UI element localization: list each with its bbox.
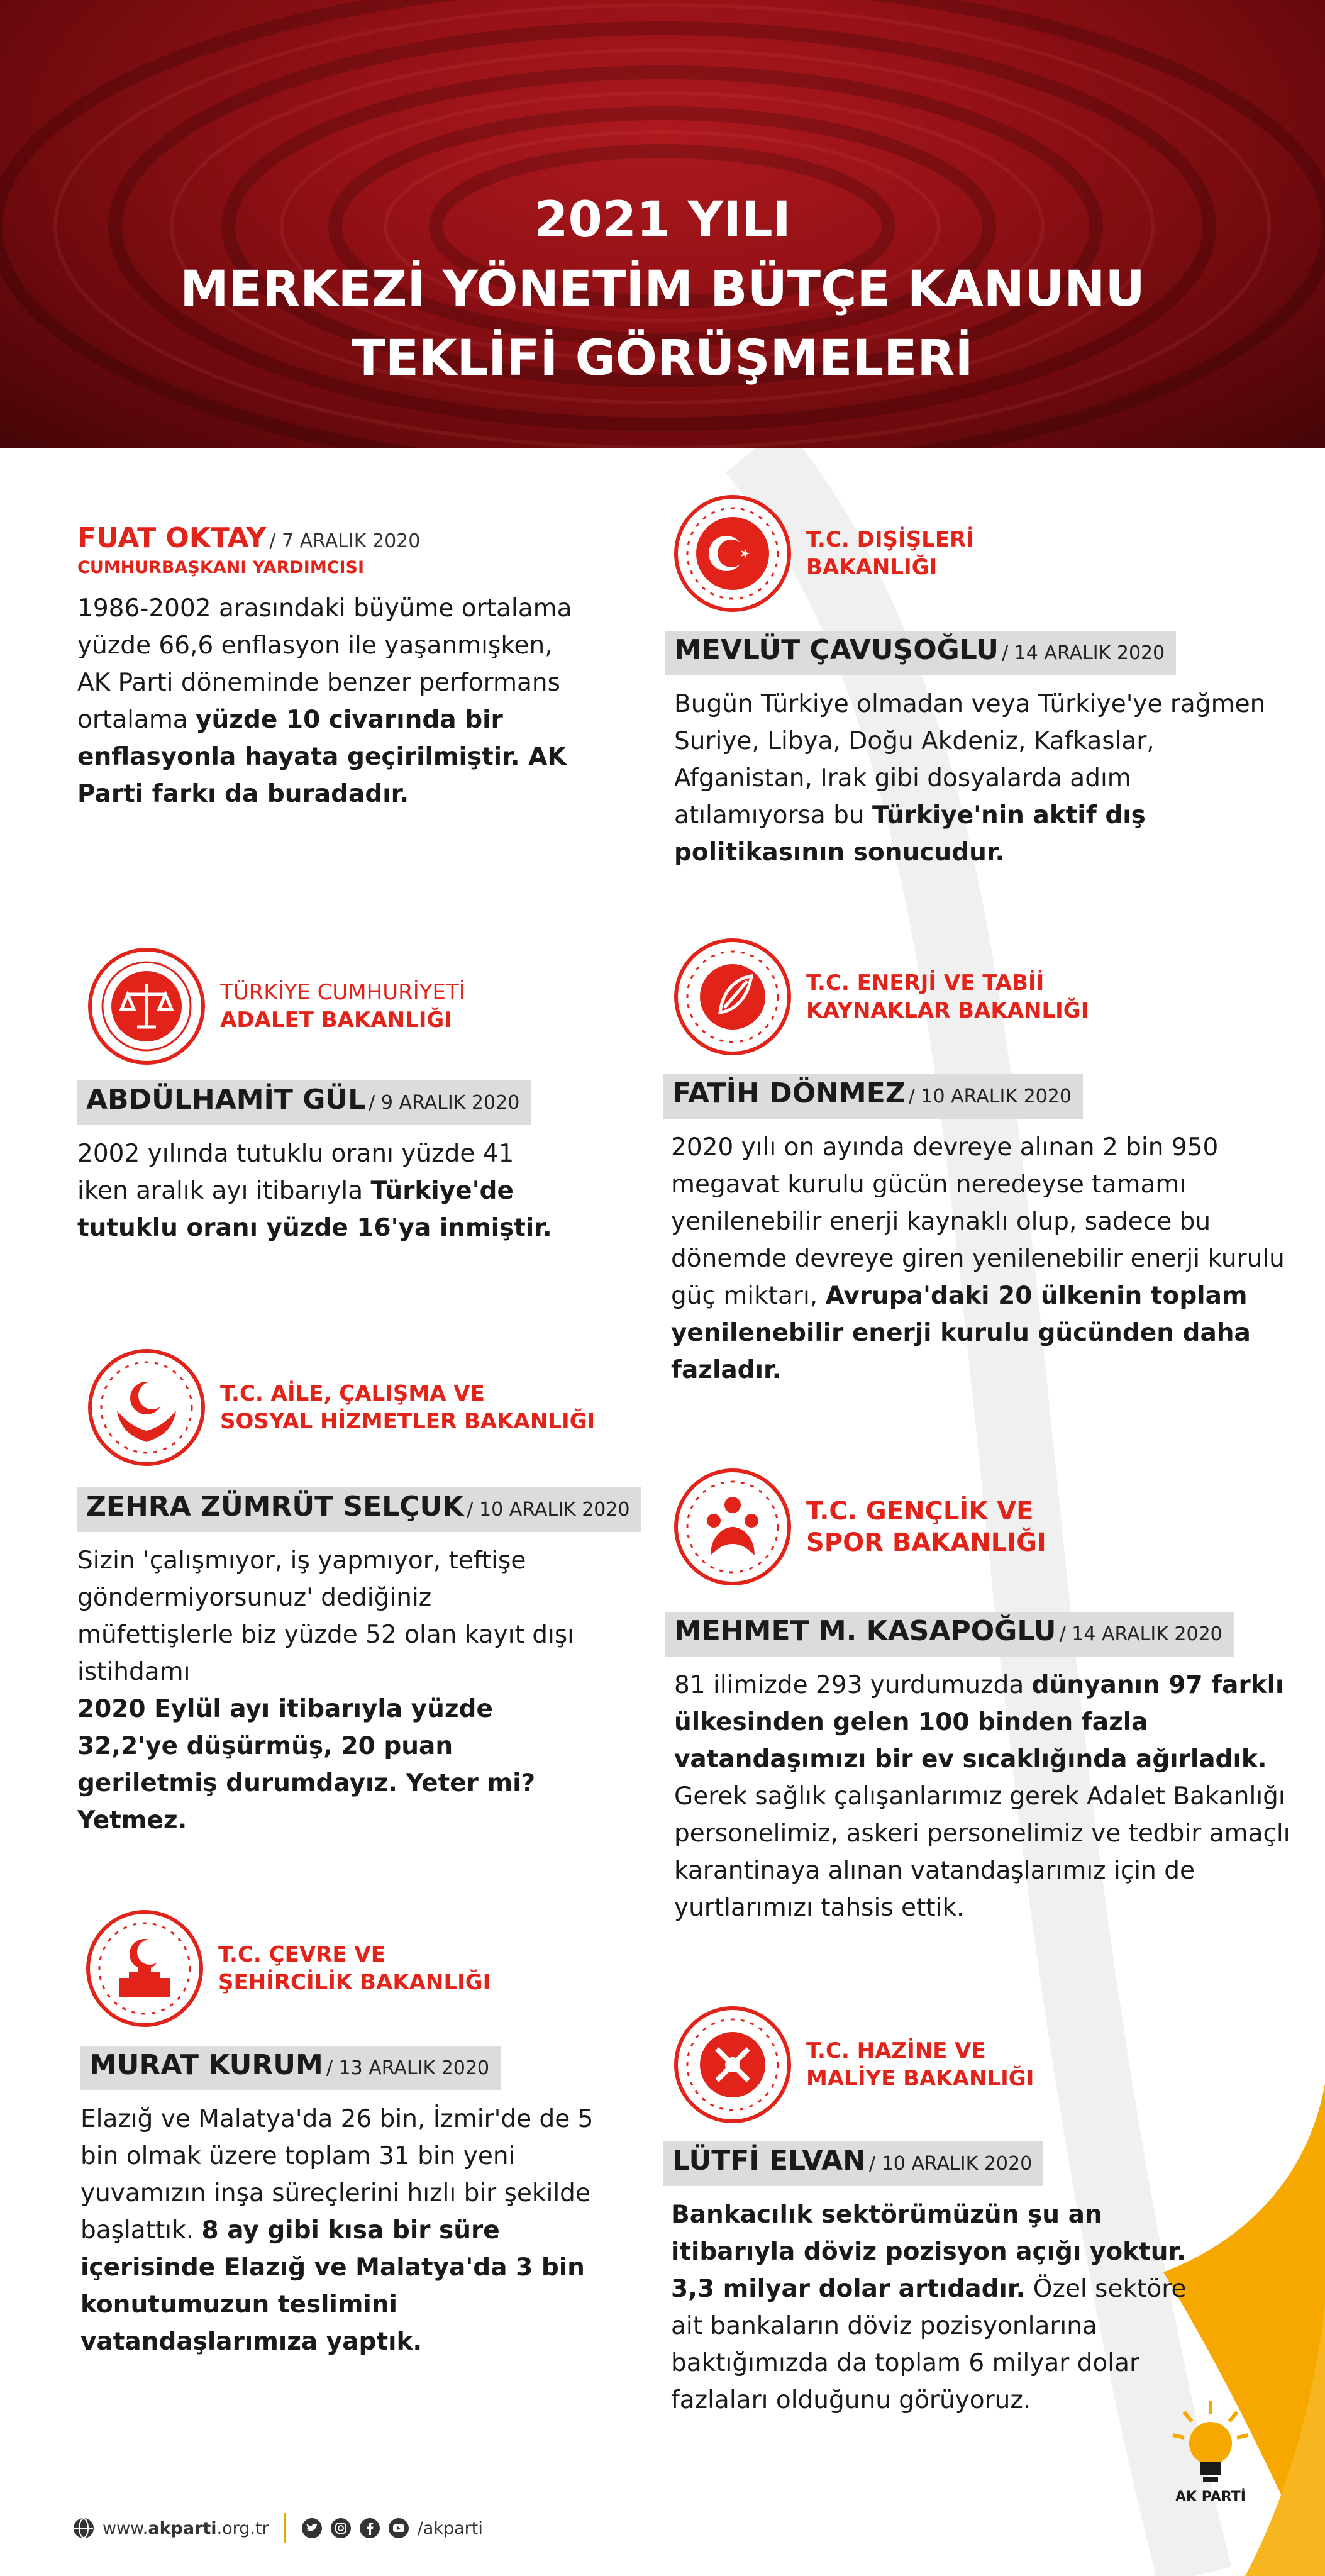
crescent-hands-icon — [87, 1348, 206, 1467]
speaker-name: FATİH DÖNMEZ — [672, 1077, 906, 1109]
youth-figures-icon — [673, 1467, 792, 1587]
ministry-name-line-2: MALİYE BAKANLIĞI — [806, 2066, 1034, 2091]
speaker-name: MEVLÜT ÇAVUŞOĞLU — [674, 634, 999, 666]
lightbulb-icon — [1167, 2396, 1255, 2484]
ministry-cevre — [85, 1909, 491, 2028]
statement-text: 2020 yılı on ayında devreye alınan 2 bin 950 megavat kurulu gücün neredeyse tamamı yenilenebilir enerji kaynaklı olup, sadece bu dönemde devreye giren yenilenebilir enerji kurulu güç miktarı, Avrupa'daki 20 ülkenin toplam yenilenebilir enerji kurulu gücünden daha fazladır. — [671, 1133, 1285, 1384]
ministry-name-line-2: KAYNAKLAR BAKANLIĞI — [806, 998, 1089, 1023]
speaker-date: / 14 ARALIK 2020 — [1059, 1623, 1222, 1645]
statement-zehra-zumrut-selcuk — [77, 1487, 630, 1839]
ministry-name-line-2: ADALET BAKANLIĞI — [220, 1008, 452, 1033]
speaker-date: / 9 ARALIK 2020 — [369, 1092, 520, 1114]
ministry-name-line-2: SOSYAL HİZMETLER BAKANLIĞI — [220, 1409, 596, 1434]
ministry-aile — [87, 1348, 595, 1467]
ministry-name-line-1: T.C. AİLE, ÇALIŞMA VE — [220, 1381, 485, 1406]
speaker-namebar — [665, 631, 1176, 675]
statement-fatih-donmez — [663, 1074, 1317, 1389]
statement-mehmet-kasapoglu — [665, 1612, 1319, 1926]
speaker-name: MURAT KURUM — [89, 2049, 323, 2081]
ministry-adalet — [87, 947, 465, 1066]
speaker-name: LÜTFİ ELVAN — [672, 2145, 866, 2177]
statement-text: 1986-2002 arasındaki büyüme ortalama yüzde 66,6 enflasyon ile yaşanmışken, AK Parti döneminde benzer performans ortalama yüzde 10 civarında bir enflasyonla hayata geçirilmiştir. AK Parti farkı da buradadır. — [77, 594, 572, 808]
speaker-namebar — [663, 2141, 1043, 2186]
facebook-icon[interactable] — [358, 2517, 381, 2540]
city-crescent-icon — [85, 1909, 204, 2028]
speaker-date: / 14 ARALIK 2020 — [1002, 642, 1165, 664]
footer-divider — [284, 2513, 286, 2543]
speaker-date: / 10 ARALIK 2020 — [869, 2153, 1033, 2175]
scales-of-justice-icon — [87, 947, 206, 1066]
ministry-name-line-1: T.C. GENÇLİK VE — [806, 1497, 1034, 1526]
speaker-name: MEHMET M. KASAPOĞLU — [674, 1615, 1056, 1647]
ministry-name-line-1: T.C. HAZİNE VE — [806, 2038, 986, 2063]
ministry-enerji — [673, 937, 1089, 1057]
speaker-namebar — [665, 1612, 1234, 1657]
statement-text: Bankacılık sektörümüzün şu an itibarıyla döviz pozisyon açığı yoktur. 3,3 milyar dolar artıdadır. Özel sektöre ait bankaların döviz pozisyonlarına baktığımızda da toplam 6 milyar dolar fazlaları olduğunu görüyoruz. — [671, 2201, 1187, 2414]
treasury-key-icon — [673, 2005, 792, 2124]
speaker-namebar — [663, 1074, 1083, 1119]
turkish-flag-icon — [673, 494, 792, 613]
ministry-genclik — [673, 1467, 1046, 1587]
speaker-date: / 13 ARALIK 2020 — [326, 2057, 490, 2079]
speaker-title: CUMHURBAŞKANI YARDIMCISI — [77, 558, 365, 577]
statement-lutfi-elvan — [663, 2141, 1229, 2419]
ministry-name-line-1: T.C. ÇEVRE VE — [218, 1942, 385, 1967]
website-link[interactable]: www.akparti.org.tr — [103, 2518, 269, 2538]
speaker-date: / 10 ARALIK 2020 — [467, 1499, 630, 1521]
globe-icon — [72, 2517, 95, 2540]
social-handle[interactable]: /akparti — [417, 2518, 483, 2538]
title-line-2: MERKEZİ YÖNETİM BÜTÇE KANUNU — [180, 261, 1145, 318]
ministry-name-line-1: T.C. DIŞİŞLERİ — [806, 527, 974, 552]
statement-text: Elazığ ve Malatya'da 26 bin, İzmir'de de 5 bin olmak üzere toplam 31 bin yeni yuvamızın inşa süreçlerini hızlı bir şekilde başlattık. 8 ay gibi kısa bir süre içerisinde Elazığ ve Malatya'da 3 bin konutumuzun teslimini vatandaşlarımıza yaptık. — [80, 2105, 594, 2356]
statement-abdulhamit-gul — [77, 1080, 593, 1246]
energy-leaf-icon — [673, 937, 792, 1057]
title-line-3: TEKLİFİ GÖRÜŞMELERİ — [352, 330, 973, 387]
statement-mevlut-cavusoglu — [665, 631, 1294, 871]
statement-text: Sizin 'çalışmıyor, iş yapmıyor, teftişe göndermiyorsunuz' dediğiniz müfettişlerle biz yüzde 52 olan kayıt dışı istihdamı 2020 Eylül ayı itibarıyla yüzde 32,2'ye düşürmüş, 20 puan geriletmiş durumdayız. Yeter mi? Yetmez. — [77, 1546, 575, 1835]
speaker-namebar — [77, 1080, 531, 1125]
ak-parti-logo — [1167, 2396, 1255, 2505]
statement-fuat-oktay — [77, 522, 580, 813]
youtube-icon[interactable] — [387, 2517, 410, 2540]
speaker-namebar — [80, 2046, 501, 2090]
speaker-date: / 10 ARALIK 2020 — [908, 1085, 1072, 1108]
speaker-namebar — [77, 1487, 641, 1532]
ministry-disisleri — [673, 494, 974, 613]
ministry-hazine — [673, 2005, 1034, 2124]
statement-text: Bugün Türkiye olmadan veya Türkiye'ye rağmen Suriye, Libya, Doğu Akdeniz, Kafkaslar, Afganistan, Irak gibi dosyalarda adım atılamıyorsa bu Türkiye'nin aktif dış politikasının sonucudur. — [674, 690, 1266, 867]
header-banner — [0, 0, 1325, 448]
speaker-name: ABDÜLHAMİT GÜL — [86, 1084, 366, 1116]
statement-murat-kurum — [80, 2046, 609, 2360]
title-line-1: 2021 YILI — [534, 192, 791, 248]
instagram-icon[interactable] — [330, 2517, 352, 2540]
ministry-name-line-2: ŞEHİRCİLİK BAKANLIĞI — [218, 1970, 491, 1995]
ministry-name-line-2: SPOR BAKANLIĞI — [806, 1528, 1046, 1557]
ministry-name-line-2: BAKANLIĞI — [806, 555, 938, 580]
statement-text: 81 ilimizde 293 yurdumuzda dünyanın 97 farklı ülkesinden gelen 100 binden fazla vatandaşımızı bir ev sıcaklığında ağırladık. Gerek sağlık çalışanlarımız gerek Adalet Bakanlığı personelimiz, askeri personelimiz ve tedbir amaçlı karantinaya alınan vatandaşlarımız için de yurtlarımızı tahsis ettik. — [674, 1671, 1290, 1922]
party-label: AK PARTİ — [1175, 2489, 1246, 2505]
speaker-date: / 7 ARALIK 2020 — [269, 530, 421, 552]
ministry-name-line-1: T.C. ENERJİ VE TABİİ — [806, 970, 1045, 996]
speaker-name: FUAT OKTAY — [77, 522, 267, 554]
statement-text: 2002 yılında tutuklu oranı yüzde 41 iken aralık ayı itibarıyla Türkiye'de tutuklu oranı yüzde 16'ya inmiştir. — [77, 1140, 552, 1242]
speaker-name: ZEHRA ZÜMRÜT SELÇUK — [86, 1491, 464, 1523]
twitter-icon[interactable] — [301, 2517, 323, 2540]
footer — [72, 2513, 483, 2543]
ministry-name-line-1: TÜRKİYE CUMHURİYETİ — [220, 980, 465, 1005]
